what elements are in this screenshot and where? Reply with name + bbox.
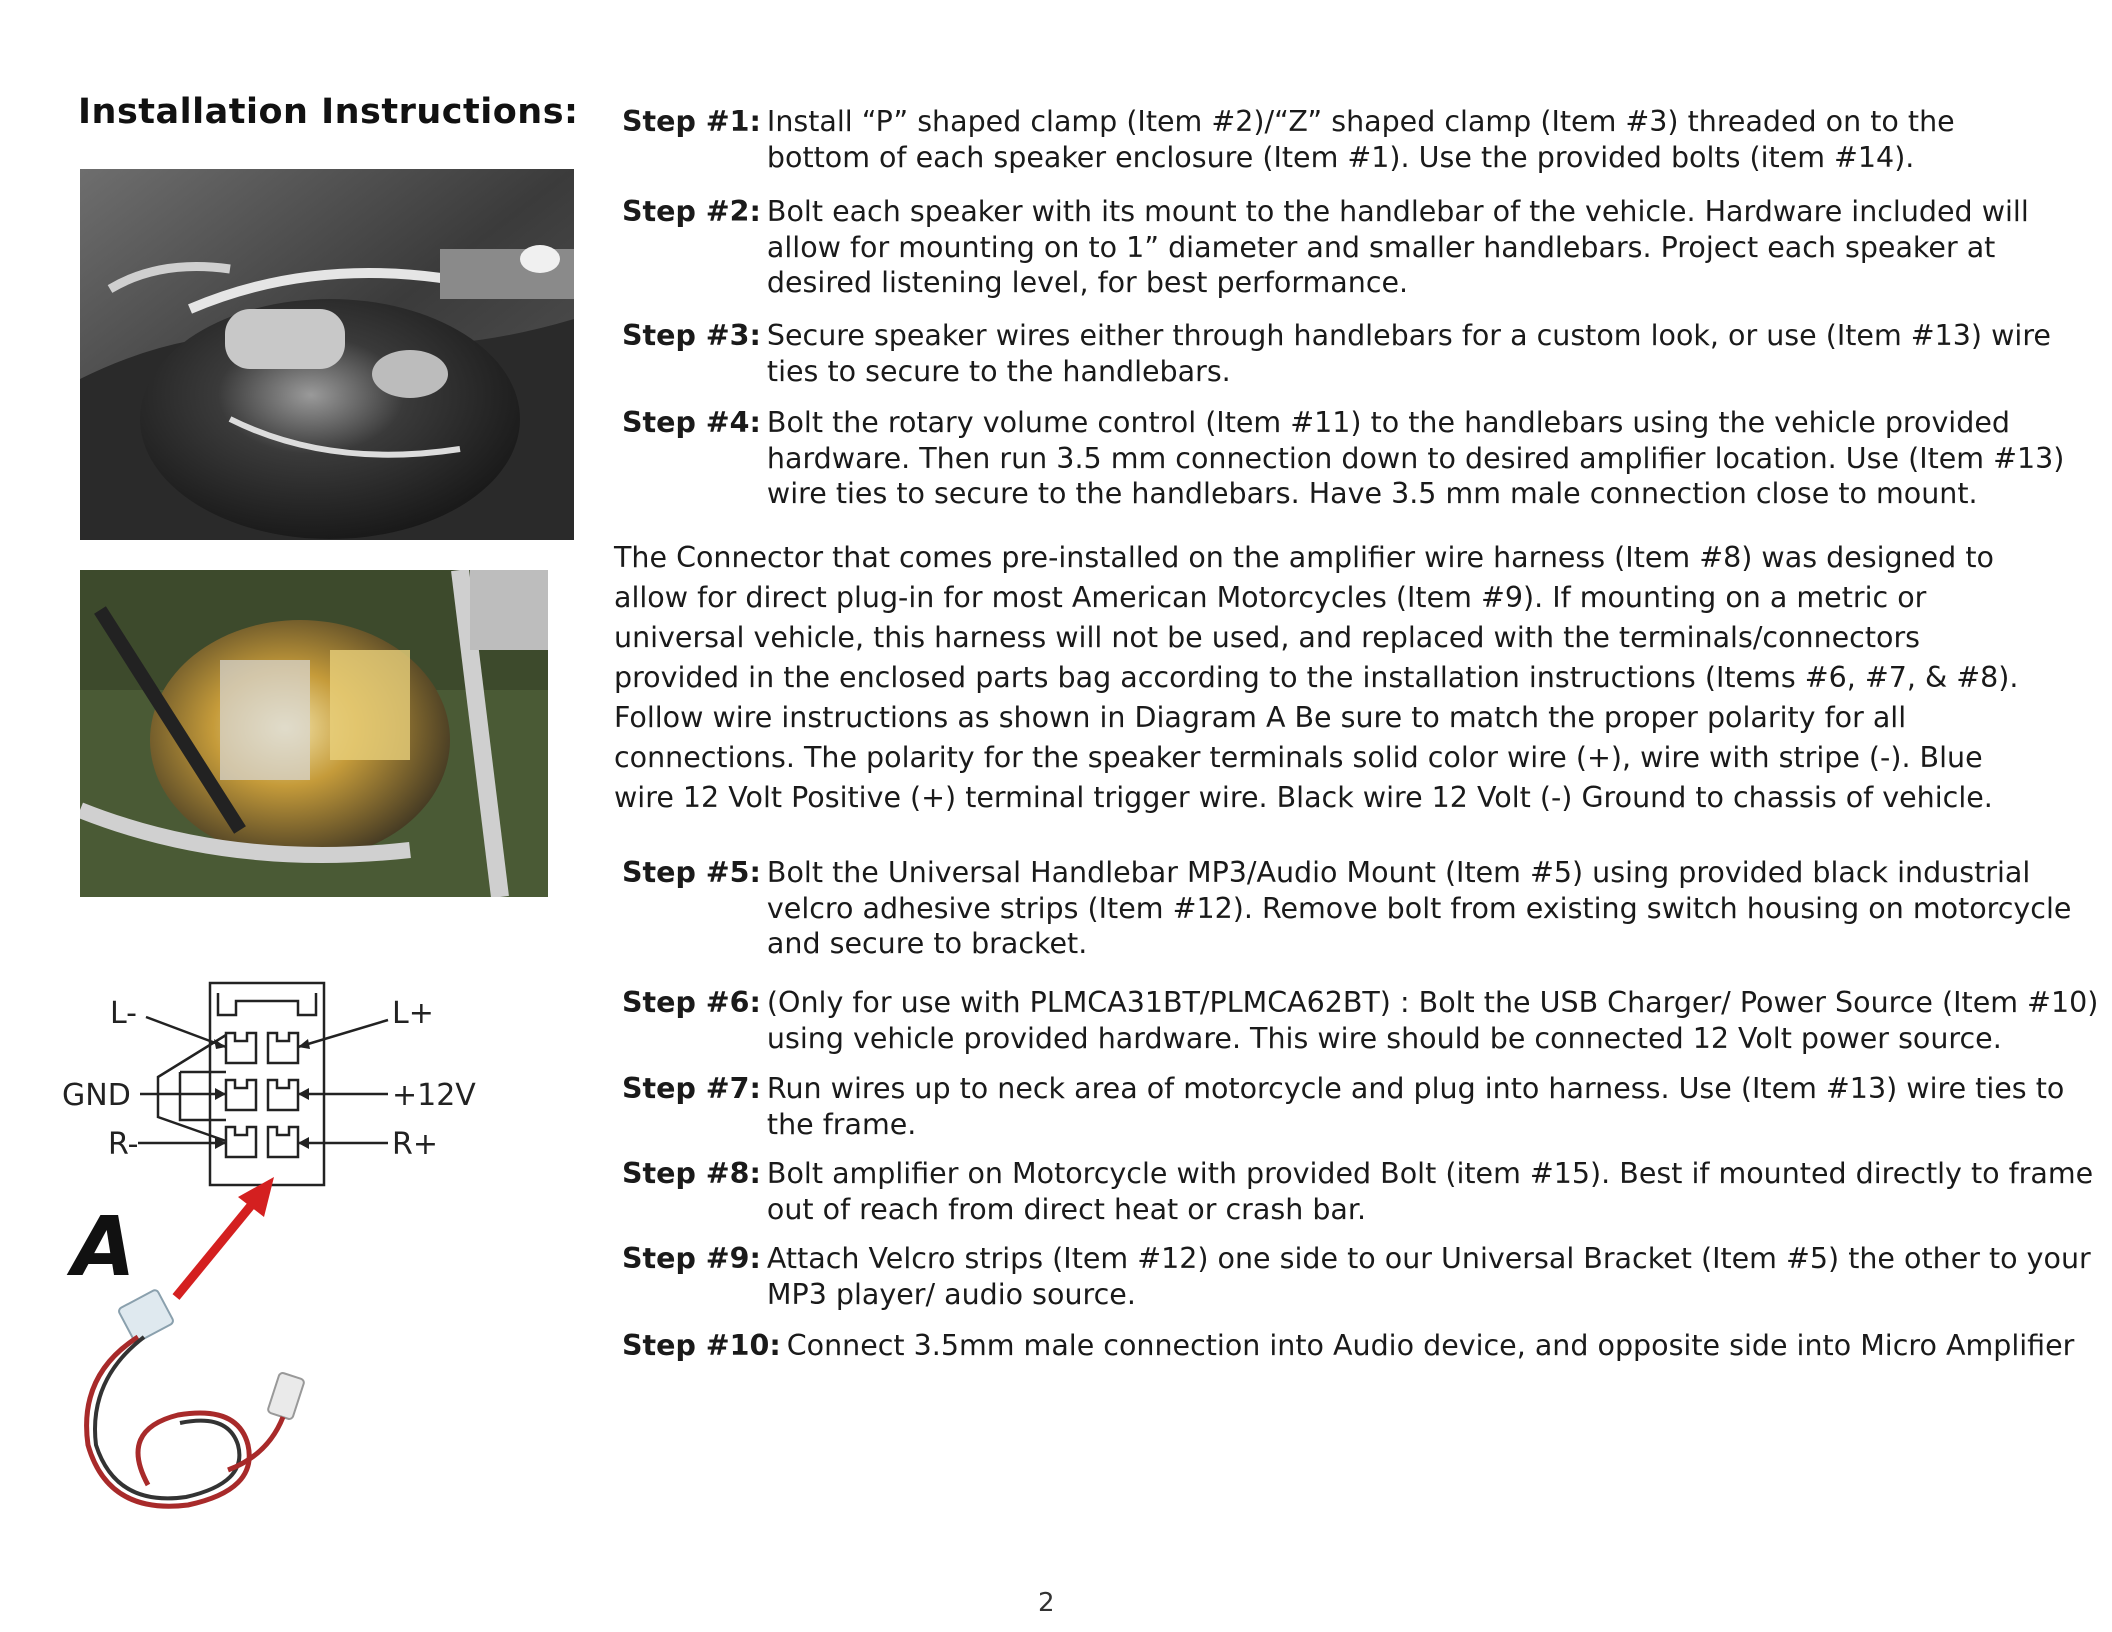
step-label: Step #5: — [622, 856, 761, 889]
step-6 — [622, 985, 2112, 1056]
step-label: Step #2: — [622, 195, 761, 228]
step-text: Connect 3.5mm male connection into Audio device, and opposite side into Micro Amplifier — [786, 1329, 2075, 1362]
step-9 — [622, 1241, 2107, 1312]
label-r-minus: R- — [108, 1127, 139, 1162]
step-text: Run wires up to neck area of motorcycle and plug into harness. Use (Item #13) wire ties to the frame. — [766, 1072, 2065, 1141]
step-label: Step #4: — [622, 406, 761, 439]
step-3 — [622, 318, 2087, 389]
step-label: Step #3: — [622, 319, 761, 352]
step-text: Secure speaker wires either through handlebars for a custom look, or use (Item #13) wire ties to secure to the handlebars. — [766, 319, 2051, 388]
label-12v: +12V — [392, 1078, 476, 1113]
step-5 — [622, 855, 2107, 962]
label-r-plus: R+ — [392, 1127, 438, 1162]
step-text: Bolt each speaker with its mount to the handlebar of the vehicle. Hardware included will allow for mounting on to 1” diameter and smaller handlebars. Project each speaker at desired listening level, for best performance. — [766, 195, 2029, 299]
motorcycle-engine-photo — [80, 570, 548, 897]
diagram-letter: A — [72, 1200, 136, 1295]
step-label: Step #1: — [622, 105, 761, 138]
label-l-minus: L- — [110, 996, 138, 1031]
step-10 — [622, 1328, 2112, 1364]
page-heading: Installation Instructions: — [78, 92, 579, 132]
motorcycle-tank-photo — [80, 169, 574, 540]
step-text: Bolt the rotary volume control (Item #11) to the handlebars using the vehicle provided hardware. Then run 3.5 mm connection down to desired amplifier location. Use (Item #13) wire ties to secure to the handlebars. Have 3.5 mm male connection close to mount. — [766, 406, 2065, 510]
step-label: Step #9: — [622, 1242, 761, 1275]
label-gnd: GND — [62, 1078, 131, 1113]
step-text: Bolt amplifier on Motorcycle with provided Bolt (item #15). Best if mounted directly to frame out of reach from direct heat or crash bar. — [766, 1157, 2094, 1226]
step-label: Step #8: — [622, 1157, 761, 1190]
step-8 — [622, 1156, 2107, 1227]
step-text: Install “P” shaped clamp (Item #2)/“Z” shaped clamp (Item #3) threaded on to the bottom of each speaker enclosure (Item #1). Use the provided bolts (item #14). — [766, 105, 1955, 174]
step-1 — [622, 104, 2057, 175]
step-label: Step #7: — [622, 1072, 761, 1105]
step-text: (Only for use with PLMCA31BT/PLMCA62BT) : Bolt the USB Charger/ Power Source (Item #10) using vehicle provided hardware. This wire should be connected 12 Volt power source. — [766, 986, 2099, 1055]
step-text: Attach Velcro strips (Item #12) one side to our Universal Bracket (Item #5) the other to your MP3 player/ audio source. — [766, 1242, 2091, 1311]
wiring-diagram-a — [58, 975, 498, 1555]
step-label: Step #10: — [622, 1329, 781, 1362]
step-text: Bolt the Universal Handlebar MP3/Audio Mount (Item #5) using provided black industrial velcro adhesive strips (Item #12). Remove bolt from existing switch housing on motorcycle and secure to bracket. — [766, 856, 2072, 960]
page-number: 2 — [1038, 1588, 1055, 1618]
step-label: Step #6: — [622, 986, 761, 1019]
step-2 — [622, 194, 2087, 301]
step-4 — [622, 405, 2107, 512]
connector-paragraph: The Connector that comes pre-installed on the amplifier wire harness (Item #8) was designed to allow for direct plug-in for most American Motorcycles (Item #9). If mounting on a metric or universal vehicle, this harness will not be used, and replaced with the terminals/connectors provided in the enclosed parts bag according to the installation instructions (Items #6, #7, & #8). Follow wire instructions as shown in Diagram A Be sure to match the proper polarity for all connections. The polarity for the speaker terminals solid color wire (+), wire with stripe (-). Blue wire 12 Volt Positive (+) terminal trigger wire. Black wire 12 Volt (-) Ground to chassis of vehicle. — [614, 541, 2019, 814]
step-7 — [622, 1071, 2107, 1142]
label-l-plus: L+ — [392, 996, 434, 1031]
